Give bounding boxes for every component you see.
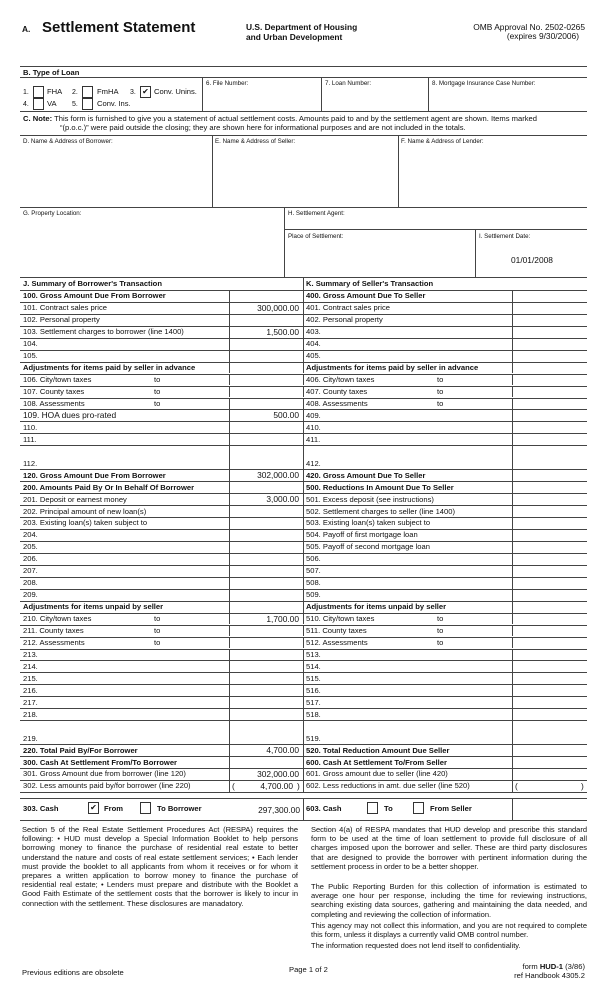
fmha-label: FmHA <box>97 87 119 96</box>
amount-column-divider <box>512 780 513 792</box>
seller-line-label: 515. <box>306 673 321 683</box>
seller-line-label: 512. Assessments <box>306 638 368 647</box>
amount-column-divider <box>229 421 230 433</box>
cash-from-label: From <box>104 804 123 813</box>
settlement-date-value: 01/01/2008 <box>511 255 553 265</box>
borrower-line-label: 104. <box>23 339 38 349</box>
form-prefix: form <box>522 962 540 971</box>
borrower-line-label: 100. Gross Amount Due From Borrower <box>23 291 166 301</box>
borrower-line-amount: 302,000.00 <box>257 768 299 779</box>
cash-from-seller-checkbox[interactable] <box>413 802 424 814</box>
borrower-line-amount: 1,500.00 <box>266 326 299 337</box>
conv-unins-label: Conv. Unins. <box>154 87 197 96</box>
borrower-line-label: 203. Existing loan(s) taken subject to <box>23 518 148 528</box>
cash-303-amount: 297,300.00 <box>258 805 300 815</box>
amount-column-divider <box>512 409 513 421</box>
seller-line-label: 508. <box>306 578 321 588</box>
amount-column-divider <box>229 445 230 469</box>
borrower-to-label: to <box>154 387 161 396</box>
seller-line-label: 513. <box>306 649 321 659</box>
amount-column-divider <box>229 625 230 637</box>
borrower-line-label: 205. <box>23 542 38 552</box>
amount-column-divider <box>229 589 230 601</box>
column-divider <box>303 505 304 517</box>
borrower-line-label: 110. <box>23 422 38 432</box>
column-divider <box>303 637 304 649</box>
column-divider <box>303 398 304 410</box>
borrower-line-label: 204. <box>23 530 38 540</box>
column-divider <box>303 314 304 326</box>
borrower-line-label: 106. City/town taxes <box>23 375 92 384</box>
amount-column-divider <box>512 601 513 613</box>
column-divider <box>303 338 304 350</box>
borrower-line-label: 217. <box>23 697 38 707</box>
column-divider <box>303 625 304 637</box>
column-divider <box>303 672 304 684</box>
note-text-1: This form is furnished to give you a statement of actual settlement costs. Amounts paid to and by the settlement agent are shown. Items marked <box>54 114 537 123</box>
amount-column-divider <box>229 290 230 302</box>
seller-line-label: 406. City/town taxes <box>306 375 375 384</box>
note-prefix: C. Note: <box>23 114 53 123</box>
seller-line-label: 412. <box>306 458 321 468</box>
borrower-to-label: to <box>154 614 161 624</box>
file-number-label: 6. File Number: <box>206 80 249 87</box>
amount-column-divider <box>512 756 513 768</box>
column-divider <box>303 768 304 780</box>
borrower-line-label: 214. <box>23 661 38 671</box>
reporting-burden-text: The Public Reporting Burden for this collection of information is estimated to average one hour per response, including the time for reviewing instructions, searching existing data sources, gathering and maintaining the data needed, and completing and reviewing the collection of information. <box>311 882 587 919</box>
seller-line-label: 519. <box>306 733 321 743</box>
borrower-line-label: 220. Total Paid By/For Borrower <box>23 745 138 755</box>
loan-number-label: 7. Loan Number: <box>325 80 372 87</box>
amount-column-divider <box>512 684 513 696</box>
amount-column-divider <box>512 517 513 529</box>
borrower-line-label: 210. City/town taxes <box>23 614 92 624</box>
fmha-checkbox[interactable] <box>82 86 93 98</box>
amount-column-divider <box>512 445 513 469</box>
column-divider <box>303 613 304 625</box>
amount-column-divider <box>512 589 513 601</box>
column-divider <box>303 350 304 362</box>
borrower-to-label: to <box>154 375 161 384</box>
conv-ins-checkbox[interactable] <box>82 98 93 110</box>
borrower-line-label: 201. Deposit or earnest money <box>23 494 127 504</box>
amount-column-divider <box>512 672 513 684</box>
amount-column-divider <box>512 505 513 517</box>
place-of-settlement-label: Place of Settlement: <box>288 233 344 240</box>
seller-line-label: 411. <box>306 434 321 444</box>
borrower-line-label: 202. Principal amount of new loan(s) <box>23 506 147 516</box>
column-divider <box>303 493 304 505</box>
section-letter-a: A. <box>22 24 31 34</box>
amount-column-divider <box>512 660 513 672</box>
amount-column-divider <box>512 708 513 720</box>
respa-section-5-text: Section 5 of the Real Estate Settlement Procedures Act (RESPA) requires the following: • HUD must develop a Special Information Booklet to help persons borrowing money to finance the purchase of residential real estate to better understand the nature and costs of real estate settlement services; • Each lender must provide the booklet to all applicants from whom it receives or for whom it prepares a written application to borrow money to finance the purchase of residential real estate; • Lenders must prepare and distribute with the Booklet a Good Faith Estimate of the settlement costs that the borrower is likely to incur in connection with the settlement. These disclosures are manadatory. <box>22 825 298 908</box>
amount-column-divider <box>229 696 230 708</box>
borrower-line-label: J. Summary of Borrower's Transaction <box>23 279 162 289</box>
borrower-line-label: 107. County taxes <box>23 387 85 396</box>
cash-to-label: To <box>384 804 393 813</box>
seller-to-label: to <box>437 614 444 624</box>
amount-column-divider <box>229 314 230 326</box>
column-divider <box>303 565 304 577</box>
option-number: 5. <box>72 101 78 108</box>
borrower-line-label: 302. Less amounts paid by/for borrower (line 220) <box>23 781 191 791</box>
column-divider <box>303 553 304 565</box>
seller-to-label: to <box>437 387 444 396</box>
confidentiality-text: The information requested does not lend itself to confidentiality. <box>311 941 521 950</box>
option-number: 3. <box>130 89 136 96</box>
conv-ins-label: Conv. Ins. <box>97 99 131 108</box>
amount-column-divider <box>512 768 513 780</box>
seller-line-label: 410. <box>306 422 321 432</box>
amount-column-divider <box>229 720 230 744</box>
seller-line-label: 502. Settlement charges to seller (line 1400) <box>306 506 456 516</box>
borrower-line-amount: 4,700.00 <box>266 745 299 755</box>
amount-column-divider <box>229 565 230 577</box>
amount-column-divider <box>512 720 513 744</box>
cash-603-label: 603. Cash <box>306 804 342 813</box>
amount-column-divider <box>512 493 513 505</box>
va-label: VA <box>47 99 57 108</box>
borrower-line-label: 109. HOA dues pro-rated <box>23 409 117 420</box>
amount-column-divider <box>512 290 513 302</box>
seller-line-label: 504. Payoff of first mortgage loan <box>306 530 418 540</box>
borrower-line-amount: 4,700.00 <box>260 780 293 791</box>
amount-column-divider <box>229 672 230 684</box>
form-suffix: (3/86) <box>563 962 585 971</box>
amount-column-divider <box>229 374 230 386</box>
form-name: HUD-1 <box>539 962 564 971</box>
borrower-to-label: to <box>154 626 161 635</box>
column-divider <box>303 649 304 661</box>
amount-column-divider <box>512 374 513 386</box>
seller-line-label: 507. <box>306 566 321 576</box>
settlement-agent-label: H. Settlement Agent: <box>288 210 345 217</box>
seller-to-label: to <box>437 638 444 647</box>
amount-column-divider <box>229 756 230 768</box>
borrower-line-label: 215. <box>23 673 38 683</box>
column-divider <box>303 278 304 290</box>
seller-line-label: 404. <box>306 339 321 349</box>
note-line-1 <box>23 114 537 123</box>
respa-section-4a-text: Section 4(a) of RESPA mandates that HUD develop and prescribe this standard form to be used at the time of loan settlement to provide full disclosure of all charges imposed upon the borrower and seller. These are third party disclosures that are designed to provide the borrower with pertinent information during the settlement process in order to be a better shopper. <box>311 825 587 871</box>
borrower-line-label: 108. Assessments <box>23 398 85 408</box>
previous-editions-note: Previous editions are obsolete <box>22 968 124 977</box>
column-divider <box>303 290 304 302</box>
column-divider <box>303 601 304 613</box>
borrower-line-amount: 3,000.00 <box>266 494 299 504</box>
page-number: Page 1 of 2 <box>289 965 328 974</box>
omb-control-text: This agency may not collect this information, and you are not required to complete this form, unless it displays a currently valid OMB control number. <box>311 921 587 940</box>
amount-column-divider <box>229 433 230 445</box>
column-divider <box>303 374 304 386</box>
column-divider <box>303 386 304 398</box>
column-divider <box>303 756 304 768</box>
column-divider <box>303 541 304 553</box>
column-divider <box>303 469 304 481</box>
borrower-line-label: Adjustments for items paid by seller in advance <box>23 363 196 373</box>
fha-checkbox[interactable] <box>33 86 44 98</box>
borrower-label: D. Name & Address of Borrower: <box>23 138 113 145</box>
seller-to-label: to <box>437 375 444 384</box>
amount-column-divider <box>512 481 513 493</box>
column-divider <box>303 326 304 338</box>
amount-column-divider <box>229 398 230 410</box>
amount-column-divider <box>229 708 230 720</box>
column-divider <box>303 517 304 529</box>
fha-label: FHA <box>47 87 63 96</box>
amount-column-divider <box>512 565 513 577</box>
borrower-line-label: Adjustments for items unpaid by seller <box>23 602 164 612</box>
borrower-to-label: to <box>154 398 161 408</box>
borrower-line-label: 101. Contract sales price <box>23 303 107 313</box>
amount-column-divider <box>229 481 230 493</box>
settlement-date-label: I. Settlement Date: <box>479 233 531 240</box>
borrower-line-label: 206. <box>23 554 38 564</box>
borrower-line-label: 103. Settlement charges to borrower (line 1400) <box>23 327 184 337</box>
seller-line-label: 511. County taxes <box>306 626 367 635</box>
amount-column-divider <box>512 386 513 398</box>
borrower-line-amount: 300,000.00 <box>257 302 299 313</box>
handbook-ref: ref Handbook 4305.2 <box>514 971 585 980</box>
amount-column-divider <box>512 314 513 326</box>
seller-to-label: to <box>437 398 444 408</box>
seller-line-label: 517. <box>306 697 321 707</box>
column-divider <box>303 445 304 469</box>
borrower-line-label: 209. <box>23 590 38 600</box>
borrower-line-label: 216. <box>23 685 38 695</box>
option-number: 1. <box>23 89 29 96</box>
seller-line-label: 602. Less reductions in amt. due seller (line 520) <box>306 781 470 791</box>
amount-column-divider <box>229 338 230 350</box>
column-divider <box>303 780 304 792</box>
seller-line-label: 506. <box>306 554 321 564</box>
omb-approval: OMB Approval No. 2502-0265 <box>473 22 585 32</box>
seller-line-label: 509. <box>306 590 321 600</box>
agency-line-2: and Urban Development <box>246 32 343 42</box>
amount-column-divider <box>512 433 513 445</box>
amount-column-divider <box>512 350 513 362</box>
borrower-line-amount: 500.00 <box>273 410 299 421</box>
borrower-line-label: 301. Gross Amount due from borrower (line 120) <box>23 769 186 779</box>
form-id <box>523 962 585 971</box>
column-divider <box>303 433 304 445</box>
column-divider <box>303 708 304 720</box>
option-number: 4. <box>23 101 29 108</box>
seller-line-label: 420. Gross Amount Due To Seller <box>306 470 426 480</box>
amount-column-divider <box>229 541 230 553</box>
seller-line-label: 505. Payoff of second mortgage loan <box>306 542 430 552</box>
seller-line-label: Adjustments for items paid by seller in advance <box>306 363 479 373</box>
note-line-2: “(p.o.c.)” were paid outside the closing; they are shown here for informational purposes and are not included in the totals. <box>60 123 466 132</box>
cash-303-label: 303. Cash <box>23 804 59 813</box>
amount-column-divider <box>229 577 230 589</box>
cash-from-checkbox[interactable]: ✔ <box>88 802 99 814</box>
seller-line-label: 403. <box>306 327 321 337</box>
amount-column-divider <box>229 517 230 529</box>
paren-close: ) <box>581 781 584 792</box>
seller-line-label: 501. Excess deposit (see instructions) <box>306 494 434 504</box>
agency-line-1: U.S. Department of Housing <box>246 22 358 32</box>
borrower-line-label: 300. Cash At Settlement From/To Borrower <box>23 757 178 767</box>
loan-type-heading: B. Type of Loan <box>23 68 80 77</box>
amount-column-divider <box>229 350 230 362</box>
seller-line-label: 500. Reductions In Amount Due To Seller <box>306 482 454 492</box>
column-divider <box>303 421 304 433</box>
row-divider <box>20 792 587 793</box>
amount-column-divider <box>229 660 230 672</box>
amount-column-divider <box>512 326 513 338</box>
amount-column-divider <box>229 529 230 541</box>
amount-column-divider <box>229 386 230 398</box>
amount-column-divider <box>512 696 513 708</box>
seller-line-label: 408. Assessments <box>306 398 368 408</box>
borrower-line-label: 112. <box>23 458 38 468</box>
mortgage-insurance-case-label: 8. Mortgage Insurance Case Number: <box>432 80 536 87</box>
page-title: Settlement Statement <box>42 19 196 36</box>
seller-line-label: 520. Total Reduction Amount Due Seller <box>306 745 450 755</box>
column-divider <box>303 589 304 601</box>
paren-open: ( <box>232 781 235 792</box>
cash-to-seller-checkbox[interactable] <box>367 802 378 814</box>
borrower-line-label: 111. <box>23 434 37 444</box>
lender-label: F. Name & Address of Lender: <box>401 138 484 145</box>
option-number: 2. <box>72 89 78 96</box>
borrower-line-label: 105. <box>23 351 38 361</box>
amount-column-divider <box>512 421 513 433</box>
column-divider <box>303 577 304 589</box>
va-checkbox[interactable] <box>33 98 44 110</box>
column-divider <box>303 409 304 421</box>
column-divider <box>303 481 304 493</box>
seller-line-label: 402. Personal property <box>306 315 383 325</box>
amount-column-divider <box>512 625 513 637</box>
seller-label: E. Name & Address of Seller: <box>215 138 296 145</box>
amount-column-divider <box>512 302 513 314</box>
column-divider <box>303 362 304 374</box>
seller-line-label: K. Summary of Seller's Transaction <box>306 279 434 289</box>
borrower-line-label: 211. County taxes <box>23 626 84 635</box>
borrower-to-label: to <box>154 638 161 647</box>
paren-open: ( <box>515 781 518 792</box>
paren-close: ) <box>297 781 300 792</box>
column-divider <box>303 720 304 744</box>
seller-line-label: 400. Gross Amount Due To Seller <box>306 291 426 301</box>
omb-expiry: (expires 9/30/2006) <box>506 31 579 41</box>
seller-line-label: 516. <box>306 685 321 695</box>
amount-column-divider <box>512 553 513 565</box>
cash-from-seller-label: From Seller <box>430 804 472 813</box>
seller-line-label: 503. Existing loan(s) taken subject to <box>306 518 431 528</box>
borrower-line-label: 207. <box>23 566 38 576</box>
seller-line-label: Adjustments for items unpaid by seller <box>306 602 447 612</box>
amount-column-divider <box>512 529 513 541</box>
amount-column-divider <box>512 637 513 649</box>
amount-column-divider <box>229 649 230 661</box>
seller-line-label: 600. Cash At Settlement To/From Seller <box>306 757 447 767</box>
borrower-line-label: 213. <box>23 649 38 659</box>
borrower-line-label: 200. Amounts Paid By Or In Behalf Of Borrower <box>23 482 195 492</box>
cash-to-borrower-label: To Borrower <box>157 804 202 813</box>
amount-column-divider <box>512 541 513 553</box>
borrower-line-label: 219. <box>23 733 38 743</box>
borrower-line-amount: 1,700.00 <box>266 613 299 624</box>
seller-line-label: 510. City/town taxes <box>306 614 375 624</box>
seller-line-label: 514. <box>306 661 321 671</box>
seller-line-label: 405. <box>306 351 321 361</box>
amount-column-divider <box>512 649 513 661</box>
seller-line-label: 401. Contract sales price <box>306 303 390 313</box>
amount-column-divider <box>229 601 230 613</box>
cash-to-borrower-checkbox[interactable] <box>140 802 151 814</box>
borrower-line-label: 120. Gross Amount Due From Borrower <box>23 470 166 480</box>
borrower-line-amount: 302,000.00 <box>257 470 299 481</box>
column-divider <box>303 744 304 756</box>
amount-column-divider <box>229 505 230 517</box>
amount-column-divider <box>229 553 230 565</box>
seller-line-label: 601. Gross amount due to seller (line 420) <box>306 769 448 779</box>
column-divider <box>303 529 304 541</box>
amount-column-divider <box>512 338 513 350</box>
amount-column-divider <box>229 637 230 649</box>
column-divider <box>303 302 304 314</box>
column-divider <box>303 660 304 672</box>
amount-column-divider <box>512 469 513 481</box>
conv-unins-checkbox[interactable]: ✔ <box>140 86 151 98</box>
seller-line-label: 518. <box>306 709 321 719</box>
amount-column-divider <box>229 684 230 696</box>
property-location-label: G. Property Location: <box>23 210 82 217</box>
amount-column-divider <box>512 744 513 756</box>
borrower-line-label: 212. Assessments <box>23 638 85 647</box>
borrower-line-label: 218. <box>23 709 38 719</box>
amount-column-divider <box>512 398 513 410</box>
amount-column-divider <box>229 362 230 374</box>
column-divider <box>303 684 304 696</box>
column-divider <box>303 696 304 708</box>
borrower-line-label: 102. Personal property <box>23 315 100 325</box>
amount-column-divider <box>512 362 513 374</box>
amount-column-divider <box>512 613 513 625</box>
amount-column-divider <box>512 577 513 589</box>
seller-line-label: 409. <box>306 410 321 420</box>
borrower-line-label: 208. <box>23 578 38 588</box>
seller-line-label: 407. County taxes <box>306 387 368 396</box>
seller-to-label: to <box>437 626 444 635</box>
